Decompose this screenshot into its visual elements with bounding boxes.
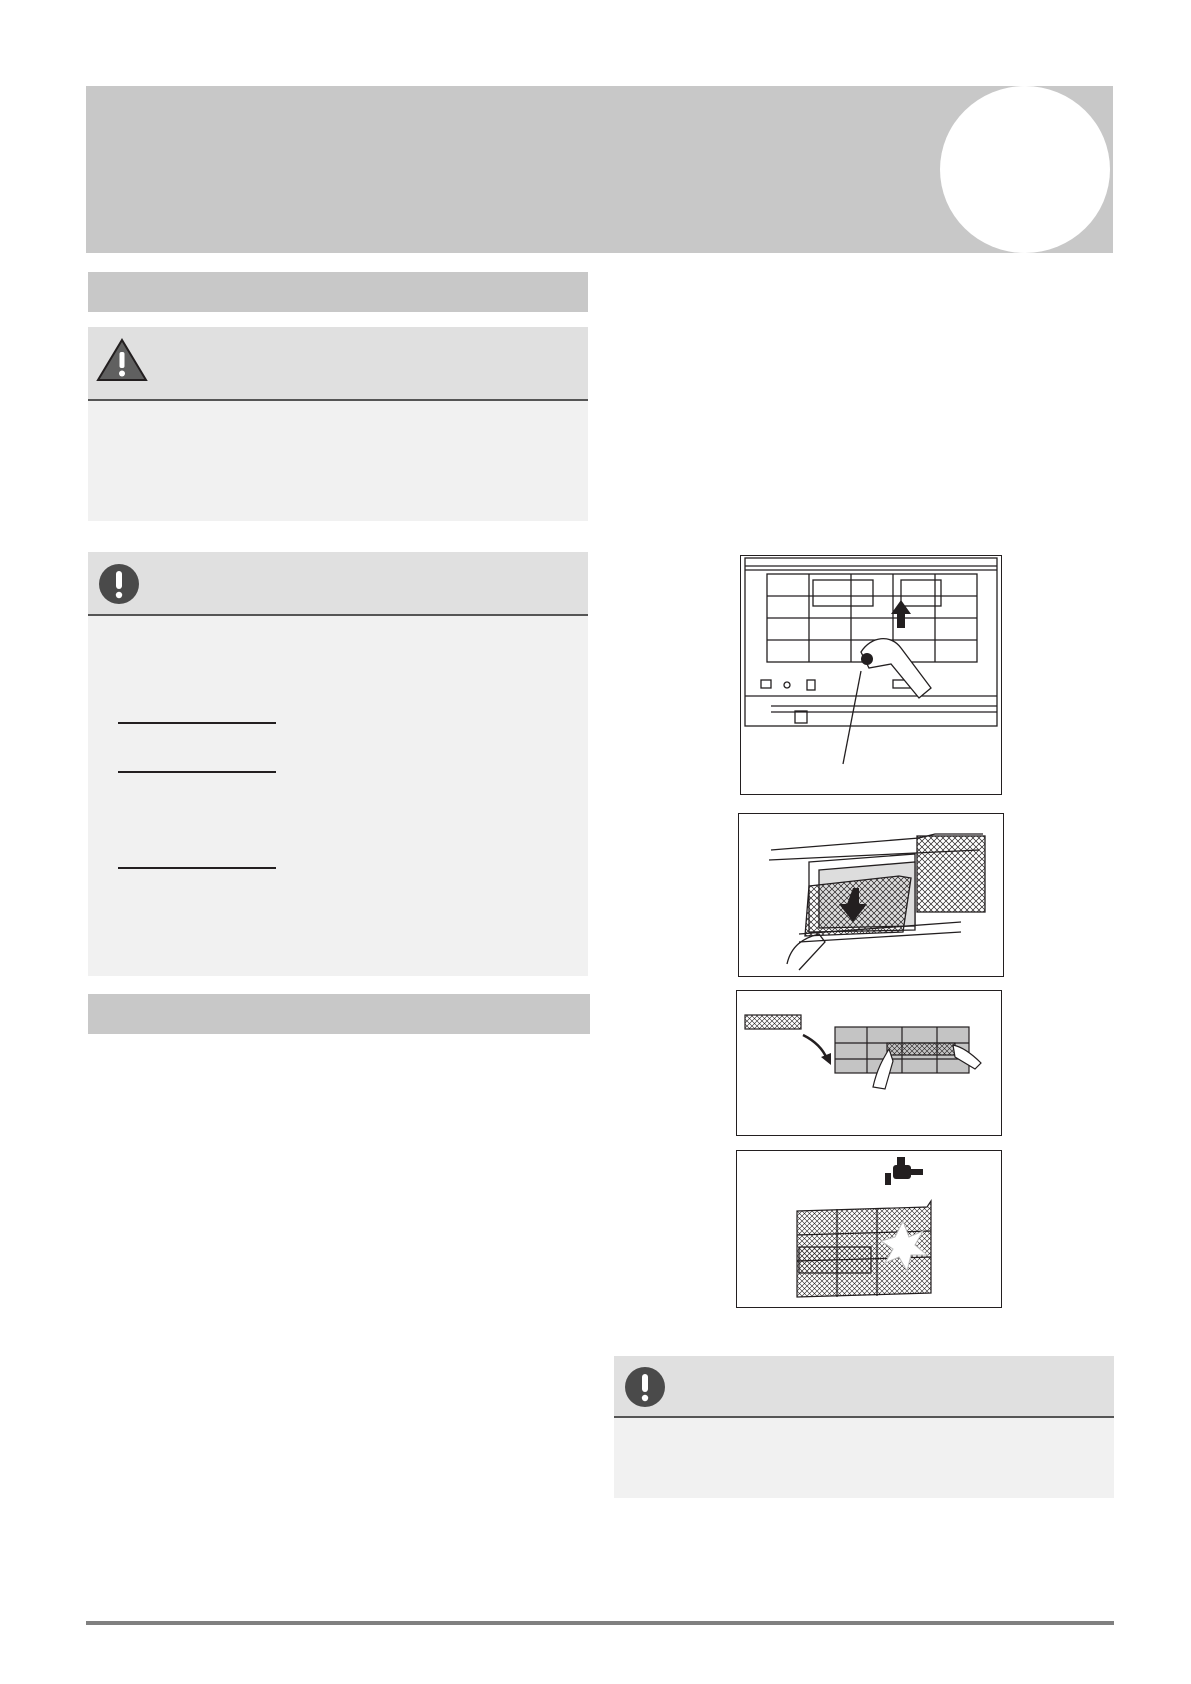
exclamation-circle-icon — [98, 563, 140, 610]
warning-triangle-icon — [96, 337, 148, 388]
filter-wash-figure — [736, 1150, 1002, 1308]
page-number-circle — [940, 86, 1110, 253]
footer-rule — [86, 1621, 1114, 1625]
exclamation-circle-icon — [624, 1366, 666, 1413]
caution-box-body — [88, 616, 588, 976]
caution-box-header — [88, 552, 588, 616]
filter-remove-figure — [736, 990, 1002, 1136]
note-box-body — [614, 1418, 1114, 1498]
underline-rule — [118, 867, 276, 869]
note-box-header — [614, 1356, 1114, 1418]
filter-pull-down-figure — [738, 813, 1004, 977]
section-heading-bar — [88, 272, 588, 312]
underline-rule — [118, 771, 276, 773]
warning-box-body — [88, 401, 588, 521]
underline-rule — [118, 722, 276, 724]
section-heading-bar — [88, 994, 590, 1034]
warning-box-header — [88, 327, 588, 401]
filter-lift-figure — [740, 555, 1002, 795]
